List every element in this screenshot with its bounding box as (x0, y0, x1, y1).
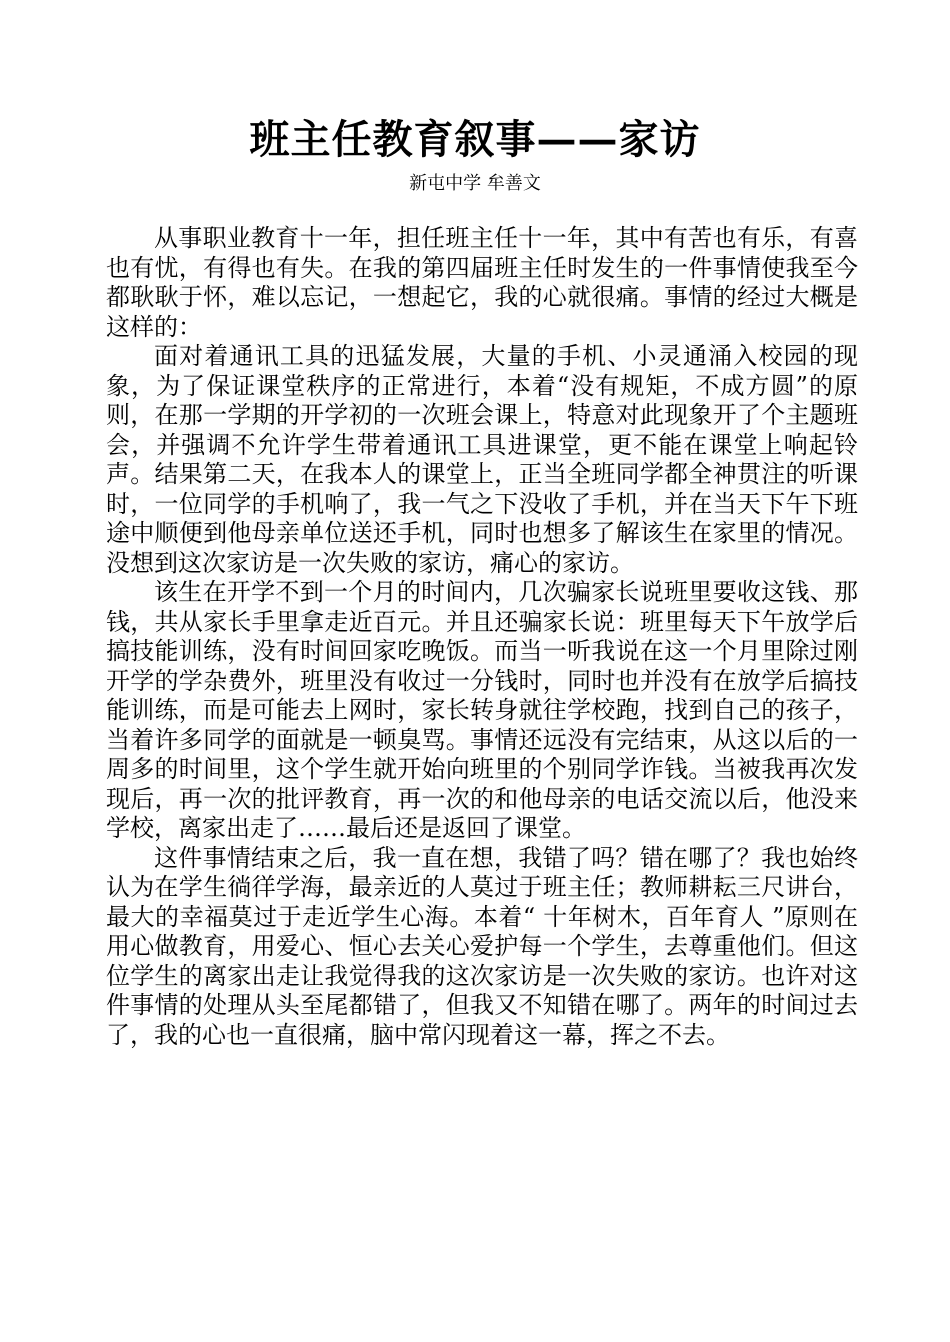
paragraph: 该生在开学不到一个月的时间内，几次骗家长说班里要收这钱、那钱，共从家长手里拿走近百元。并且还骗家长说：班里每天下午放学后搞技能训练，没有时间回家吃晚饭。而当一听我说在这一个月里除过刚开学的学杂费外，班里没有收过一分钱时，同时也并没有在放学后搞技能训练，而是可能去上网时，家长转身就往学校跑，找到自己的孩子，当着许多同学的面就是一顿臭骂。事情还远没有完结束，从这以后的一周多的时间里，这个学生就开始向班里的个别同学诈钱。当被我再次发现后，再一次的批评教育，再一次的和他母亲的电话交流以后，他没来学校，离家出走了……最后还是返回了课堂。 (106, 578, 858, 842)
paragraph: 从事职业教育十一年，担任班主任十一年，其中有苦也有乐，有喜也有忧，有得也有失。在我的第四届班主任时发生的一件事情使我至今都耿耿于怀，难以忘记，一想起它，我的心就很痛。事情的经过大概是这样的： (106, 224, 858, 341)
paragraph: 这件事情结束之后，我一直在想，我错了吗？错在哪了？我也始终认为在学生徜徉学海，最亲近的人莫过于班主任；教师耕耘三尺讲台，最大的幸福莫过于走近学生心海。本着“ 十年树木，百年育人 ”原则在用心做教育，用爱心、恒心去关心爱护每一个学生，去尊重他们。但这位学生的离家出走让我觉得我的这次家访是一次失败的家访。也许对这件事情的处理从头至尾都错了，但我又不知错在哪了。两年的时间过去了，我的心也一直很痛，脑中常闪现着这一幕，挥之不去。 (106, 843, 858, 1049)
document-body (106, 224, 858, 1050)
document-title: 班主任教育叙事——家访 (249, 116, 701, 163)
author-line: 新屯中学 牟善文 (409, 173, 541, 194)
paragraph: 面对着通讯工具的迅猛发展，大量的手机、小灵通涌入校园的现象，为了保证课堂秩序的正常进行，本着“没有规矩，不成方圆”的原则，在那一学期的开学初的一次班会课上，特意对此现象开了个主题班会，并强调不允许学生带着通讯工具进课堂，更不能在课堂上响起铃声。结果第二天，在我本人的课堂上，正当全班同学都全神贯注的听课时，一位同学的手机响了，我一气之下没收了手机，并在当天下午下班途中顺便到他母亲单位送还手机，同时也想多了解该生在家里的情况。没想到这次家访是一次失败的家访，痛心的家访。 (106, 342, 858, 577)
